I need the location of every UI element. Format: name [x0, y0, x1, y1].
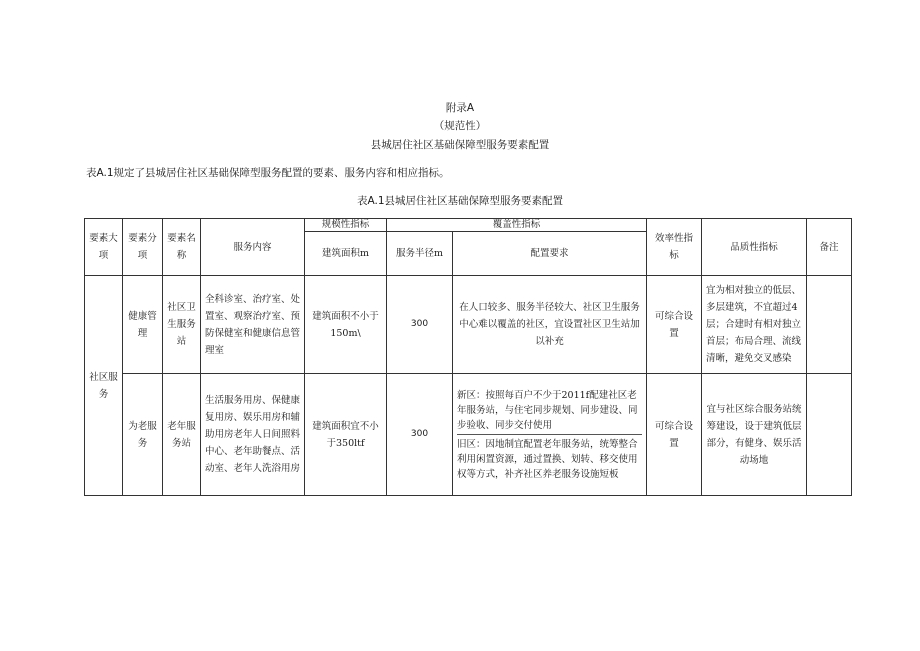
efficiency-cell: 可综合设置 — [647, 374, 702, 496]
radius-cell: 300 — [387, 374, 453, 496]
service-config-table — [84, 218, 852, 496]
category-cell: 社区服务 — [85, 276, 123, 496]
config-cell — [453, 374, 647, 496]
header-category: 要素大项 — [85, 219, 123, 276]
remark-cell — [807, 276, 852, 374]
radius-cell: 300 — [387, 276, 453, 374]
subcategory-cell: 健康管理 — [123, 276, 163, 374]
config-new-area: 新区：按照每百户不少于2011f配建社区老年服务站，与住宅同步规划、同步建设、同步验收、同步交付使用 — [457, 388, 642, 435]
appendix-label: 附录A — [445, 102, 475, 114]
table-caption: 表A.1县城居住社区基础保障型服务要素配置 — [356, 195, 563, 207]
header-area: 建筑面积m — [305, 232, 387, 276]
remark-cell — [807, 374, 852, 496]
config-old-area: 旧区：因地制宜配置老年服务站，统筹整合利用闲置资源，通过置换、划转、移交使用权等方式，补齐社区养老服务设施短板 — [457, 438, 638, 480]
header-radius: 服务半径m — [387, 232, 453, 276]
content-cell: 生活服务用房、保健康复用房、娱乐用房和辅助用房老年人日间照料中心、老年助餐点、活动室、老年人洗浴用房 — [201, 374, 305, 496]
header-subcategory: 要素分项 — [123, 219, 163, 276]
header-coverage-group: 覆盖性指标 — [387, 219, 647, 232]
header-config: 配置要求 — [453, 232, 647, 276]
header-efficiency: 效率性指标 — [647, 219, 702, 276]
name-cell: 社区卫生服务站 — [163, 276, 201, 374]
area-cell: 建筑面积不小于150m\ — [305, 276, 387, 374]
header-name: 要素名称 — [163, 219, 201, 276]
area-cell: 建筑面积宜不小于350ltf — [305, 374, 387, 496]
config-cell: 在人口较多、服务半径较大、社区卫生服务中心难以覆盖的社区，宜设置社区卫生站加以补充 — [453, 276, 647, 374]
intro-paragraph: 表A.1规定了县城居住社区基础保障型服务配置的要素、服务内容和相应指标。 — [86, 167, 450, 179]
quality-cell: 宜为相对独立的低层、多层建筑，不宜超过4层；合建时有相对独立首层；布局合理、流线清晰，避免交叉感染 — [702, 276, 807, 374]
normative-label: （规范性） — [433, 120, 487, 132]
header-scale-group: 规模性指标 — [305, 219, 387, 232]
name-cell: 老年服务站 — [163, 374, 201, 496]
header-quality: 品质性指标 — [702, 219, 807, 276]
efficiency-cell: 可综合设置 — [647, 276, 702, 374]
table-row — [85, 374, 852, 496]
quality-cell: 宜与社区综合服务站统筹建设，设于建筑低层部分，有健身、娱乐活动场地 — [702, 374, 807, 496]
subcategory-cell: 为老服务 — [123, 374, 163, 496]
header-content: 服务内容 — [201, 219, 305, 276]
table-row — [85, 276, 852, 374]
content-cell: 全科诊室、治疗室、处置室、观察治疗室、预防保健室和健康信息管理室 — [201, 276, 305, 374]
page-title: 县城居住社区基础保障型服务要素配置 — [370, 139, 550, 151]
header-remark: 备注 — [807, 219, 852, 276]
